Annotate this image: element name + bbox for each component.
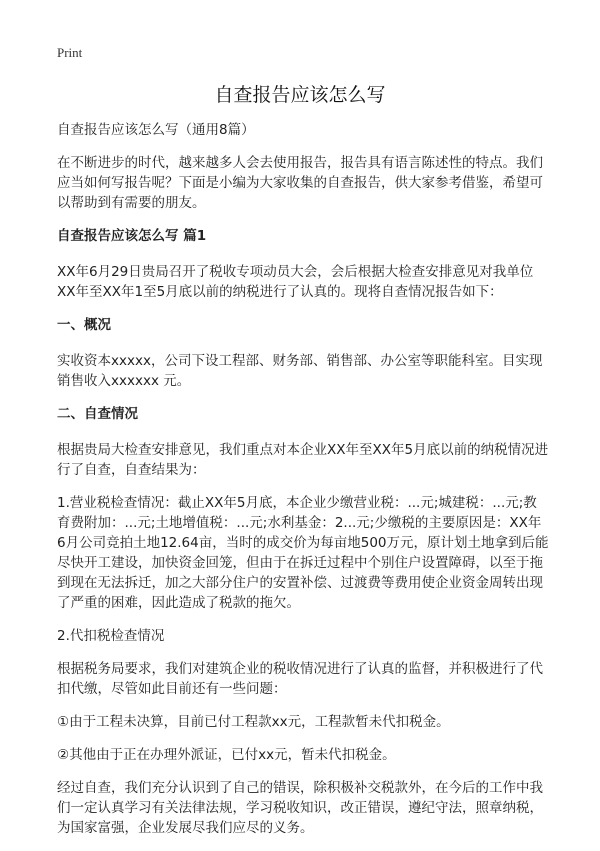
document-body <box>57 120 549 851</box>
section-heading: 自查报告应该怎么写 篇1 <box>57 228 207 244</box>
list-item-2: ②其他由于正在办理外派证，已付xx元，暂未代扣税金。 <box>57 747 396 763</box>
heading-overview: 一、概况 <box>57 317 111 333</box>
page-title: 自查报告应该怎么写 <box>214 84 386 106</box>
print-link[interactable]: Print <box>57 45 83 60</box>
paragraph-business-tax: 1.营业税检查情况：截止XX年5月底，本企业少缴营业税：...元;城建税：...元;教育费附加：...元;土地增值税：...元;水利基金：2...元;少缴税的主要原因是：XX年6月公司竞拍土地12.64亩，当时的成交价为每亩地500万元，原计划土地拿到后能尽快开工建设，加快资金回笼，但由于在拆迁过程中个别住户设置障碍，以至于拖到现在无法拆迁，加之大部分住户的安置补偿、过渡费等费用使企业资金周转出现了严重的困难，因此造成了税款的拖欠。 <box>57 495 549 611</box>
paragraph-overview: 实收资本xxxxx，公司下设工程部、财务部、销售部、办公室等职能科室。目实现销售收入xxxxxx 元。 <box>57 353 543 389</box>
paragraph-conclusion: 经过自查，我们充分认识到了自己的错误，除积极补交税款外，在今后的工作中我们一定认真学习有关法律法规，学习税收知识，改正错误，遵纪守法，照章纳税，为国家富强，企业发展尽我们应尽的义务。 <box>57 780 543 836</box>
paragraph-meeting: XX年6月29日贵局召开了税收专项动员大会，会后根据大检查安排意见对我单位XX年至XX年1至5月底以前的纳税进行了认真的。现将自查情况报告如下： <box>57 264 534 300</box>
paragraph-withholding-title: 2.代扣税检查情况 <box>57 628 165 644</box>
paragraph-self-check: 根据贵局大检查安排意见，我们重点对本企业XX年至XX年5月底以前的纳税情况进行了自查，自查结果为： <box>57 442 549 478</box>
document-subtitle: 自查报告应该怎么写（通用8篇） <box>57 122 255 138</box>
intro-paragraph: 在不断进步的时代，越来越多人会去使用报告，报告具有语言陈述性的特点。我们应当如何写报告呢？下面是小编为大家收集的自查报告，供大家参考借鉴，希望可以帮助到有需要的朋友。 <box>57 155 543 211</box>
paragraph-withholding: 根据税务局要求，我们对建筑企业的税收情况进行了认真的监督，并积极进行了代扣代缴，尽管如此目前还有一些问题： <box>57 661 543 697</box>
list-item-1: ①由于工程未决算，目前已付工程款xx元，工程款暂未代扣税金。 <box>57 714 450 730</box>
heading-self-check: 二、自查情况 <box>57 406 138 422</box>
